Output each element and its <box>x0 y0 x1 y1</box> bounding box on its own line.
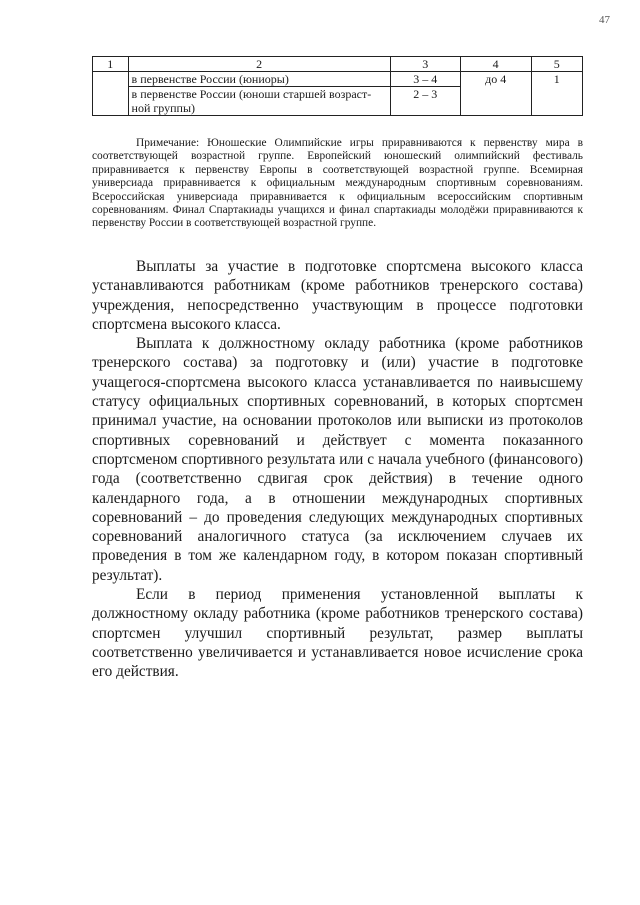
table-cell-value: 2 – 3 <box>390 87 460 116</box>
column-header: 1 <box>93 57 129 72</box>
column-header: 4 <box>460 57 531 72</box>
table-cell-value: до 4 <box>460 72 531 116</box>
paragraph: Выплата к должностному окладу работника (кроме работников тренерского состава) за подготовку и (или) участие в подготовке учащегося-спортсмена высокого класса устанавливается по наивысшему статусу официальных спортивных соревнований, в которых спортсмен принимал участие, на основании протоколов или выписки из протоколов спортивных соревнований и действует с момента показанного спортсменом спортивного результата или с начала учебного (финансового) года (соответственно сдвигая срок действия) в течение одного календарного года, а в отношении международных спортивных соревнований – до проведения следующих международных спортивных соревнований аналогичного статуса (за исключением случаев их проведения в том же календарном году, в котором показан спортивный результат). <box>92 335 583 584</box>
paragraph: Если в период применения установленной выплаты к должностному окладу работника (кроме работников тренерского состава) спортсмен улучшил спортивный результат, размер выплаты соответственно увеличивается и устанавливается новое исчисление срока его действия. <box>92 586 583 681</box>
paragraph: Выплаты за участие в подготовке спортсмена высокого класса устанавливаются работникам (кроме работников тренерского состава) учреждения, непосредственно участвующим в процессе подготовки спортсмена высокого класса. <box>92 258 583 333</box>
table-row <box>93 72 583 87</box>
table-note: Примечание: Юношеские Олимпийские игры приравниваются к первенству мира в соответствующей возрастной группе. Европейский юношеский олимпийский фестиваль приравнивается к первенству Европы в соответствующей возрастной группе. Всемирная универсиада приравнивается к официальным международным спортивным соревнованиям. Всероссийская универсиада приравнивается к официальным всероссийским спортивным соревнованиям. Финал Спартакиады учащихся и финал спартакиады молодёжи приравниваются к первенству России в соответствующей возрастной группе. <box>92 137 583 230</box>
column-header: 3 <box>390 57 460 72</box>
page-number: 47 <box>599 14 610 26</box>
body-text <box>92 257 583 682</box>
table-cell-value: 3 – 4 <box>390 72 460 87</box>
table-cell-value: 1 <box>531 72 583 116</box>
column-header: 2 <box>128 57 390 72</box>
table-cell-label: в первенстве России (юниоры) <box>128 72 390 87</box>
results-table <box>92 56 583 116</box>
table-header-row <box>93 57 583 72</box>
table-cell-empty <box>93 72 129 116</box>
column-header: 5 <box>531 57 583 72</box>
table-cell-label: в первенстве России (юноши старшей возраст-ной группы) <box>128 87 390 116</box>
